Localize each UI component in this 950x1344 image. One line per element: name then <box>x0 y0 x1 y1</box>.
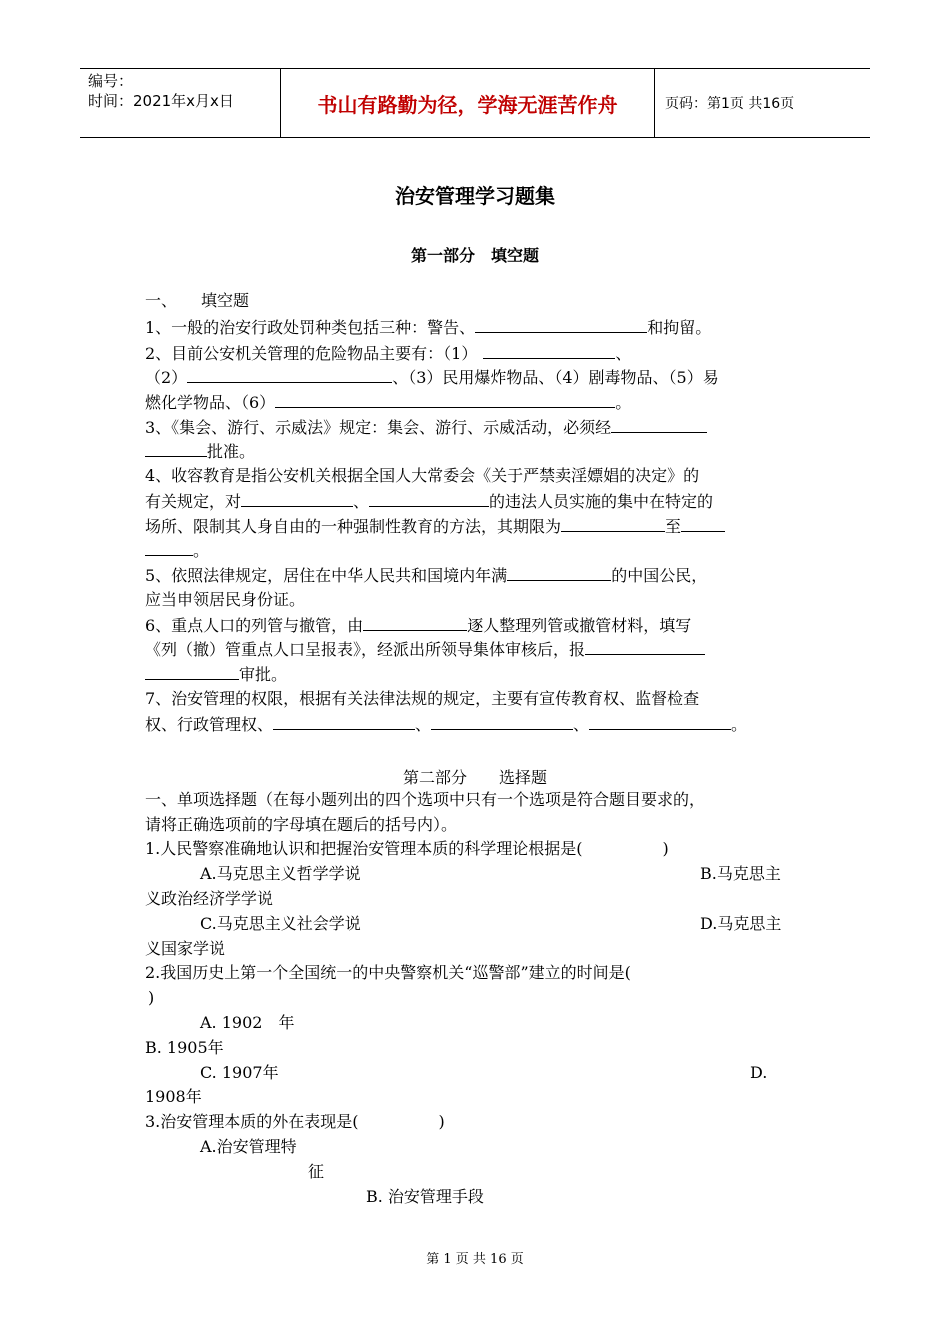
text: 燃化学物品、（6） <box>145 393 276 412</box>
header-page-info: 页码：第1页 共16页 <box>665 96 795 112</box>
text: 批准。 <box>207 442 256 461</box>
text: 场所、限制其人身自由的一种强制性教育的方法，其期限为 <box>145 517 562 536</box>
question-line <box>145 416 707 439</box>
date-label: 时间：2021年x月x日 <box>88 92 234 110</box>
text: 、 <box>573 715 590 734</box>
blank <box>275 391 615 408</box>
text: 权、行政管理权、 <box>145 715 274 734</box>
text: （2） <box>145 368 188 387</box>
option-c: C. 1907年 <box>200 1063 279 1082</box>
question-line <box>145 316 711 339</box>
option-b: B.马克思主 <box>700 864 781 883</box>
question-line <box>145 515 725 538</box>
blank <box>585 638 705 655</box>
text: 。 <box>193 541 210 560</box>
section-heading: 一、单项选择题（在每小题列出的四个选项中只有一个选项是符合题目要求的， <box>145 790 706 809</box>
question-line: 4、收容教育是指公安机关根据全国人大常委会《关于严禁卖淫嫖娼的决定》的 <box>145 466 700 485</box>
question-line <box>145 614 691 637</box>
question-line: 1.人民警察准确地认识和把握治安管理本质的科学理论根据是( ) <box>145 839 669 858</box>
text: 3、《集会、游行、示威法》规定：集会、游行、示威活动，必须经 <box>145 418 612 437</box>
header-meta <box>80 69 280 137</box>
text: 。 <box>731 715 748 734</box>
question-line <box>145 391 631 414</box>
text: 5、依照法律规定，居住在中华人民共和国境内年满 <box>145 566 508 585</box>
part2-heading: 第二部分 选择题 <box>402 768 547 787</box>
blank <box>363 614 467 631</box>
text: 的违法人员实施的集中在特定的 <box>489 492 714 511</box>
question-line: 7、治安管理的权限，根据有关法律法规的规定，主要有宣传教育权、监督检查 <box>145 689 700 708</box>
option-d-cont: 义国家学说 <box>145 939 226 958</box>
section-note: 请将正确选项前的字母填在题后的括号内）。 <box>145 815 458 834</box>
text: 的中国公民， <box>611 566 708 585</box>
text: 和拘留。 <box>647 318 712 337</box>
text: 审批。 <box>239 665 288 684</box>
answer-paren: ) <box>148 988 155 1007</box>
question-line: 2.我国历史上第一个全国统一的中央警察机关“巡警部”建立的时间是( <box>145 963 631 982</box>
option-a-cont: 征 <box>308 1162 325 1181</box>
blank <box>611 416 707 433</box>
text: 逐人整理列管或撤管材料，填写 <box>467 616 692 635</box>
text: 有关规定，对 <box>145 492 242 511</box>
blank <box>273 713 415 730</box>
text: 。 <box>615 393 632 412</box>
text: 、 <box>353 492 370 511</box>
option-b: B. 治安管理手段 <box>366 1187 484 1206</box>
option-d: D. <box>750 1063 768 1082</box>
blank <box>145 539 193 556</box>
blank <box>187 366 392 383</box>
question-line <box>145 638 705 661</box>
blank <box>507 564 611 581</box>
text: 、 <box>615 344 632 363</box>
blank <box>369 490 489 507</box>
question-line <box>145 539 209 562</box>
blank <box>589 713 731 730</box>
option-a: A.治安管理特 <box>200 1137 297 1156</box>
number-label: 编号： <box>88 72 134 90</box>
blank <box>681 515 725 532</box>
text: 《列（撤）管重点人口呈报表》，经派出所领导集体审核后，报 <box>145 640 586 659</box>
option-a: A.马克思主义哲学学说 <box>200 864 361 883</box>
option-b-cont: 义政治经济学学说 <box>145 889 274 908</box>
text: 6、重点人口的列管与撤管，由 <box>145 616 364 635</box>
text: 、 <box>415 715 432 734</box>
question-line: 3.治安管理本质的外在表现是( ) <box>145 1112 445 1131</box>
option-a: A. 1902 年 <box>200 1013 295 1032</box>
question-line <box>145 342 631 365</box>
blank <box>431 713 573 730</box>
text: 至 <box>665 517 682 536</box>
option-d-cont: 1908年 <box>145 1087 202 1106</box>
text: 2、目前公安机关管理的危险物品主要有：（1） <box>145 344 478 363</box>
blank <box>483 342 615 359</box>
blank <box>145 440 207 457</box>
text: 1、一般的治安行政处罚种类包括三种：警告、 <box>145 318 476 337</box>
option-c: C.马克思主义社会学说 <box>200 914 361 933</box>
blank <box>241 490 353 507</box>
question-line <box>145 366 719 389</box>
page-footer: 第 1 页 共 16 页 <box>426 1252 524 1267</box>
blank <box>145 663 239 680</box>
blank <box>561 515 665 532</box>
question-line <box>145 663 287 686</box>
text: 、（3）民用爆炸物品、（4）剧毒物品、（5）易 <box>392 368 719 387</box>
doc-title: 治安管理学习题集 <box>395 184 555 208</box>
part1-heading: 第一部分 填空题 <box>410 246 539 265</box>
question-line <box>145 490 713 513</box>
section-heading: 一、 填空题 <box>145 291 250 310</box>
blank <box>475 316 647 333</box>
question-line <box>145 440 255 463</box>
question-line <box>145 713 747 736</box>
question-line: 应当申领居民身份证。 <box>145 590 306 609</box>
option-d: D.马克思主 <box>700 914 782 933</box>
question-line <box>145 564 707 587</box>
document-header <box>80 68 870 138</box>
header-motto: 书山有路勤为径，学海无涯苦作舟 <box>280 69 655 137</box>
option-b: B. 1905年 <box>145 1038 224 1057</box>
